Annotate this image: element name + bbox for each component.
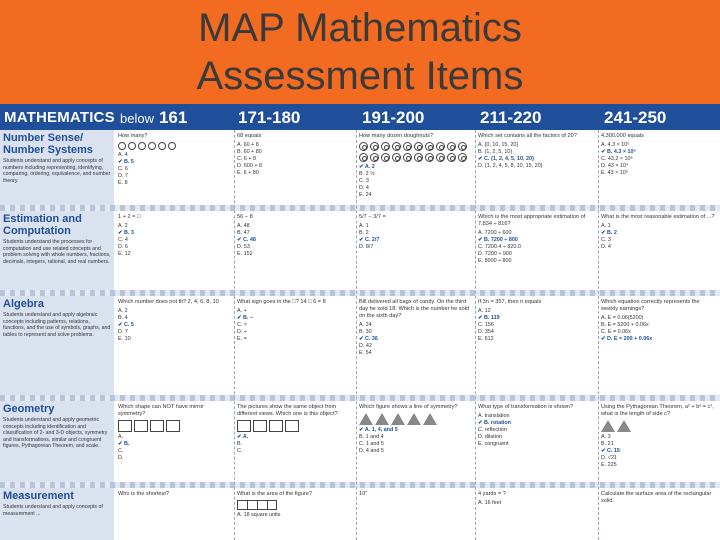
answer-option: ✔ B. rotation (478, 420, 511, 426)
answer-option: D. 7 (118, 329, 128, 335)
item-question: Which number does not fit? 2, 4, 6, 8, 10 (118, 299, 219, 305)
tri-shape (407, 413, 421, 425)
item-question: Which shape can NOT have mirror symmetry? (118, 404, 205, 417)
answer-option: ✔ A. 1, 4, and 5 (359, 427, 398, 433)
answer-option: B. 30 (359, 329, 372, 335)
item-cell (478, 299, 592, 394)
item-cell (478, 133, 592, 204)
apple-shape (118, 142, 126, 150)
tri-shape (391, 413, 405, 425)
item-cell (601, 404, 715, 481)
answer-option: E. = (237, 336, 247, 342)
item-question: 10" (359, 491, 368, 497)
strand-description: Students understand the processes for computation and use related concepts and problem solving with whole numbers, fractions, decimals, integers, rational, and real numbers. (3, 239, 111, 265)
answer-option: ✔ A. 2 (359, 164, 375, 170)
apple-shape (138, 142, 146, 150)
answer-option: D. 600 + 8 (237, 163, 263, 169)
answer-option: D. √21 (601, 455, 617, 461)
answer-option: ✔ C. 5 (118, 322, 134, 328)
answer-option: ✔ C. 36 (359, 336, 378, 342)
answer-option: D. 7 (118, 173, 128, 179)
answer-option: ✔ B. 119 (478, 315, 500, 321)
col-header-2: 191-200 (362, 108, 425, 127)
item-cell (237, 491, 351, 540)
strand-description: Students understand and apply geometric concepts including identification and classification of 2- and 3-D objects, symmetry and transformations, similar and congruent figures, Pythagorean Theorem, and scale. (3, 417, 108, 450)
item-cell (237, 133, 351, 204)
item-cell (118, 214, 232, 289)
donut-shape (359, 153, 368, 162)
item-cell (118, 491, 232, 540)
answer-option: A. 2 (118, 223, 128, 229)
answer-option: ✔ C. 48 (237, 237, 256, 243)
item-question: 4,300,000 equals (601, 133, 644, 139)
answer-option: A. 24 (359, 322, 372, 328)
strand-row (0, 401, 720, 488)
strand-row (0, 488, 720, 540)
subject-label: MATHEMATICS (4, 109, 115, 126)
answer-option: ✔ B. 4.3 × 10⁶ (601, 149, 637, 155)
answer-option: A. (118, 434, 124, 440)
answer-option: D. 4 (359, 185, 369, 191)
item-cell (478, 214, 592, 289)
shape-shape (253, 420, 267, 432)
item-cell (359, 299, 473, 394)
answer-option: C. 4 (118, 237, 128, 243)
answer-option: B. 21 (601, 441, 614, 447)
apple-shape (168, 142, 176, 150)
answer-option: A. 2 (118, 308, 128, 314)
column-divider (356, 130, 357, 540)
answer-option: C. reflection (478, 427, 507, 433)
answer-option: C. (237, 448, 243, 454)
donut-shape (370, 142, 379, 151)
col-header-4: 241-250 (604, 108, 667, 127)
answer-option: C. 3 (359, 178, 369, 184)
apple-shape (128, 142, 136, 150)
item-question: 5/7 − 3/7 = (359, 214, 386, 220)
answer-option: ✔ A. (237, 434, 249, 440)
answer-option: B. (237, 441, 243, 447)
answer-option: ✔ B. 5 (118, 159, 134, 165)
shape-shape (237, 420, 251, 432)
item-question: What sign goes in the □? 14 □ 6 = 8 (237, 299, 326, 305)
item-cell (237, 404, 351, 481)
answer-option: ✔ C. 15 (601, 448, 620, 454)
answer-option: A. 4.3 × 10⁵ (601, 142, 630, 148)
answer-option: C. E = 0.06x (601, 329, 631, 335)
answer-option: A. {0, 10, 15, 20} (478, 142, 519, 148)
answer-option: D. 42 (359, 343, 372, 349)
strand-description: Students understand and apply algebraic concepts including patterns, relations, functions, and the use of symbols, graphs, and tables to represent and solve problems. (3, 312, 111, 338)
strand-row (0, 130, 720, 211)
item-question: 4 yards = ? (478, 491, 506, 497)
item-question: 56 − 8 (237, 214, 253, 220)
answer-option: E. 225 (601, 462, 617, 468)
item-cell (359, 404, 473, 481)
strand-title: Algebra (3, 298, 44, 310)
grid-shape (237, 500, 277, 510)
donut-shape (414, 142, 423, 151)
item-question: Which set contains all the factors of 20? (478, 133, 577, 139)
answer-option: E. 612 (478, 336, 494, 342)
item-graphic (601, 420, 715, 432)
item-cell (601, 299, 715, 394)
answer-option: ✔ B. 2 (601, 230, 617, 236)
strand-description: Students understand and apply concepts of numbers including representing, identifying, comparing, ordering, equivalence, and number theory. (3, 158, 111, 184)
strand-row (0, 211, 720, 296)
answer-option: A. 48 (237, 223, 250, 229)
donut-shape (436, 142, 445, 151)
item-question: What type of transformation is shown? (478, 404, 574, 410)
donut-shape (425, 142, 434, 151)
answer-option: D. 4 (601, 244, 611, 250)
answer-option: E. 10 (118, 336, 131, 342)
answer-option: C. (118, 448, 124, 454)
item-question: Which is the most appropriate estimation of 7,834 ÷ 816? (478, 214, 586, 227)
donut-shape (359, 142, 368, 151)
item-cell (601, 214, 715, 289)
answer-option: A. 4 (118, 152, 128, 158)
item-question: The pictures show the same object from different views. Which one is this object? (237, 404, 338, 417)
answer-option: C. 3 (601, 237, 611, 243)
answer-option: D. ÷ (237, 329, 247, 335)
item-cell (118, 404, 232, 481)
answer-option: B. {1, 2, 5, 10} (478, 149, 513, 155)
shape-shape (118, 420, 132, 432)
answer-option: C. 7200.4 ÷ 820.0 (478, 244, 521, 250)
answer-option: A. 18 square units (237, 512, 281, 518)
tri-shape (601, 420, 615, 432)
strand-description: Students understand and apply concepts of measurement ... (3, 504, 103, 517)
item-question: How many dozen doughnuts? (359, 133, 434, 139)
item-question: Calculate the surface area of the rectangular solid. (601, 491, 712, 504)
item-graphic (359, 142, 473, 162)
strand-label (0, 130, 114, 211)
answer-option: D. {1, 2, 4, 5, 8, 10, 15, 20} (478, 163, 543, 169)
donut-shape (425, 153, 434, 162)
apple-shape (158, 142, 166, 150)
column-divider (234, 130, 235, 540)
item-cell (601, 491, 715, 540)
answer-option: A. translation (478, 413, 510, 419)
item-cell (601, 133, 715, 204)
shape-shape (150, 420, 164, 432)
item-question: What is the most reasonable estimation of ...? (601, 214, 715, 220)
answer-option: D. 6 (118, 244, 128, 250)
strand-title: Number Sense/ Number Systems (3, 132, 93, 156)
strand-label (0, 296, 114, 401)
strand-row (0, 296, 720, 401)
item-cell (478, 404, 592, 481)
column-divider (475, 130, 476, 540)
item-question: Who is the shortest? (118, 491, 169, 497)
answer-option: D. 53 (237, 244, 250, 250)
item-graphic (359, 413, 473, 425)
item-graphic (237, 500, 351, 510)
answer-option: ✔ B. − (237, 315, 254, 321)
answer-option: A. 60 + 8 (237, 142, 259, 148)
answer-option: E. 54 (359, 350, 372, 356)
answer-option: E. 12 (118, 251, 131, 257)
answer-option: C. × (237, 322, 248, 328)
donut-shape (403, 153, 412, 162)
donut-shape (458, 153, 467, 162)
apple-shape (148, 142, 156, 150)
item-cell (359, 491, 473, 540)
answer-option: E. 6 + 80 (237, 170, 259, 176)
answer-option: D. 354 (478, 329, 494, 335)
item-question: Bill delivered all bags of candy. On the third day he sold 18. Which is the number he sold on the sixth day? (359, 299, 470, 319)
answer-option: D. 8/7 (359, 244, 374, 250)
answer-option: D. (118, 455, 124, 461)
answer-option: A. 12 (478, 308, 491, 314)
item-question: If 3n = 357, then n equals (478, 299, 542, 305)
item-cell (359, 133, 473, 204)
donut-shape (381, 153, 390, 162)
answer-option: A. 1 (359, 223, 369, 229)
answer-option: E. 24 (359, 192, 372, 198)
item-graphic (237, 420, 351, 432)
answer-option: C. 6 (118, 166, 128, 172)
item-graphic (118, 420, 232, 432)
col-header-1: 171-180 (238, 108, 301, 127)
shape-shape (269, 420, 283, 432)
strand-label (0, 211, 114, 296)
strand-title: Geometry (3, 403, 55, 415)
item-question: 68 equals (237, 133, 262, 139)
assessment-chart (0, 104, 720, 540)
donut-shape (414, 153, 423, 162)
shape-shape (134, 420, 148, 432)
answer-option: C. 43.2 × 10⁶ (601, 156, 633, 162)
answer-option: C. 6 + 8 (237, 156, 257, 162)
answer-option: B. 47 (237, 230, 250, 236)
donut-shape (458, 142, 467, 151)
answer-option: E. 8 (118, 180, 128, 186)
answer-option: ✔ B. (118, 441, 130, 447)
item-question: Using the Pythagorean Theorem, a² + b² = c², what is the length of side c? (601, 404, 714, 417)
answer-option: A. + (237, 308, 247, 314)
answer-option: A. E = 0.06(5200) (601, 315, 644, 321)
strand-label (0, 401, 114, 488)
col-header-0: below 161 (120, 108, 188, 127)
strand-label (0, 488, 114, 540)
answer-option: C. 156 (478, 322, 494, 328)
donut-shape (403, 142, 412, 151)
header-row (0, 104, 720, 130)
answer-option: B. 2 (359, 230, 369, 236)
answer-option: D. 4 and 5 (359, 448, 384, 454)
answer-option: D. 43 × 10⁴ (601, 163, 629, 169)
answer-option: D. dilation (478, 434, 502, 440)
answer-option: ✔ D. E = 200 + 0.06x (601, 336, 653, 342)
item-question: 1 + 2 = □ (118, 214, 141, 220)
col-header-3: 211-220 (480, 108, 542, 127)
answer-option: B. 60 + 80 (237, 149, 262, 155)
slide-title-line2: Assessment Items (196, 54, 524, 98)
item-question: Which figure shows a line of symmetry? (359, 404, 458, 410)
item-graphic (118, 142, 232, 150)
tri-shape (359, 413, 373, 425)
donut-shape (436, 153, 445, 162)
answer-option: A. 3 (601, 434, 611, 440)
answer-option: E. 8000 ÷ 800 (478, 258, 512, 264)
answer-option: B. 4 (118, 315, 128, 321)
item-cell (237, 214, 351, 289)
item-cell (359, 214, 473, 289)
donut-shape (447, 153, 456, 162)
answer-option: E. 152 (237, 251, 253, 257)
answer-option: E. congruent (478, 441, 509, 447)
shape-shape (166, 420, 180, 432)
donut-shape (370, 153, 379, 162)
answer-option: A. 16 feet (478, 500, 502, 506)
answer-option: D. 7200 ÷ 900 (478, 251, 512, 257)
tri-shape (617, 420, 631, 432)
item-question: Which equation correctly represents the weekly earnings? (601, 299, 700, 312)
item-cell (118, 133, 232, 204)
answer-option: C. 1 and 5 (359, 441, 384, 447)
tri-shape (375, 413, 389, 425)
answer-option: ✔ B. 3 (118, 230, 134, 236)
answer-option: B. E = 5200 + 0.06x (601, 322, 649, 328)
donut-shape (447, 142, 456, 151)
donut-shape (392, 142, 401, 151)
answer-option: E. 43 × 10⁵ (601, 170, 628, 176)
item-question: What is the area of the figure? (237, 491, 312, 497)
item-question: How many? (118, 133, 148, 139)
shape-shape (285, 420, 299, 432)
answer-option: A. 7200 ÷ 600 (478, 230, 512, 236)
answer-option: B. 1 and 4 (359, 434, 384, 440)
strand-title: Estimation and Computation (3, 213, 82, 237)
donut-shape (392, 153, 401, 162)
answer-option: A. 1 (601, 223, 611, 229)
answer-option: ✔ C. 2/7 (359, 237, 380, 243)
tri-shape (423, 413, 437, 425)
slide-title-line1: MAP Mathematics (198, 6, 522, 50)
item-cell (118, 299, 232, 394)
item-cell (237, 299, 351, 394)
answer-option: ✔ C. {1, 2, 4, 5, 10, 20} (478, 156, 535, 162)
answer-option: B. 2 ½ (359, 171, 375, 177)
strand-title: Measurement (3, 490, 74, 502)
item-cell (478, 491, 592, 540)
donut-shape (381, 142, 390, 151)
column-divider (598, 130, 599, 540)
answer-option: ✔ B. 7200 ÷ 800 (478, 237, 518, 243)
slide-title (0, 4, 720, 104)
